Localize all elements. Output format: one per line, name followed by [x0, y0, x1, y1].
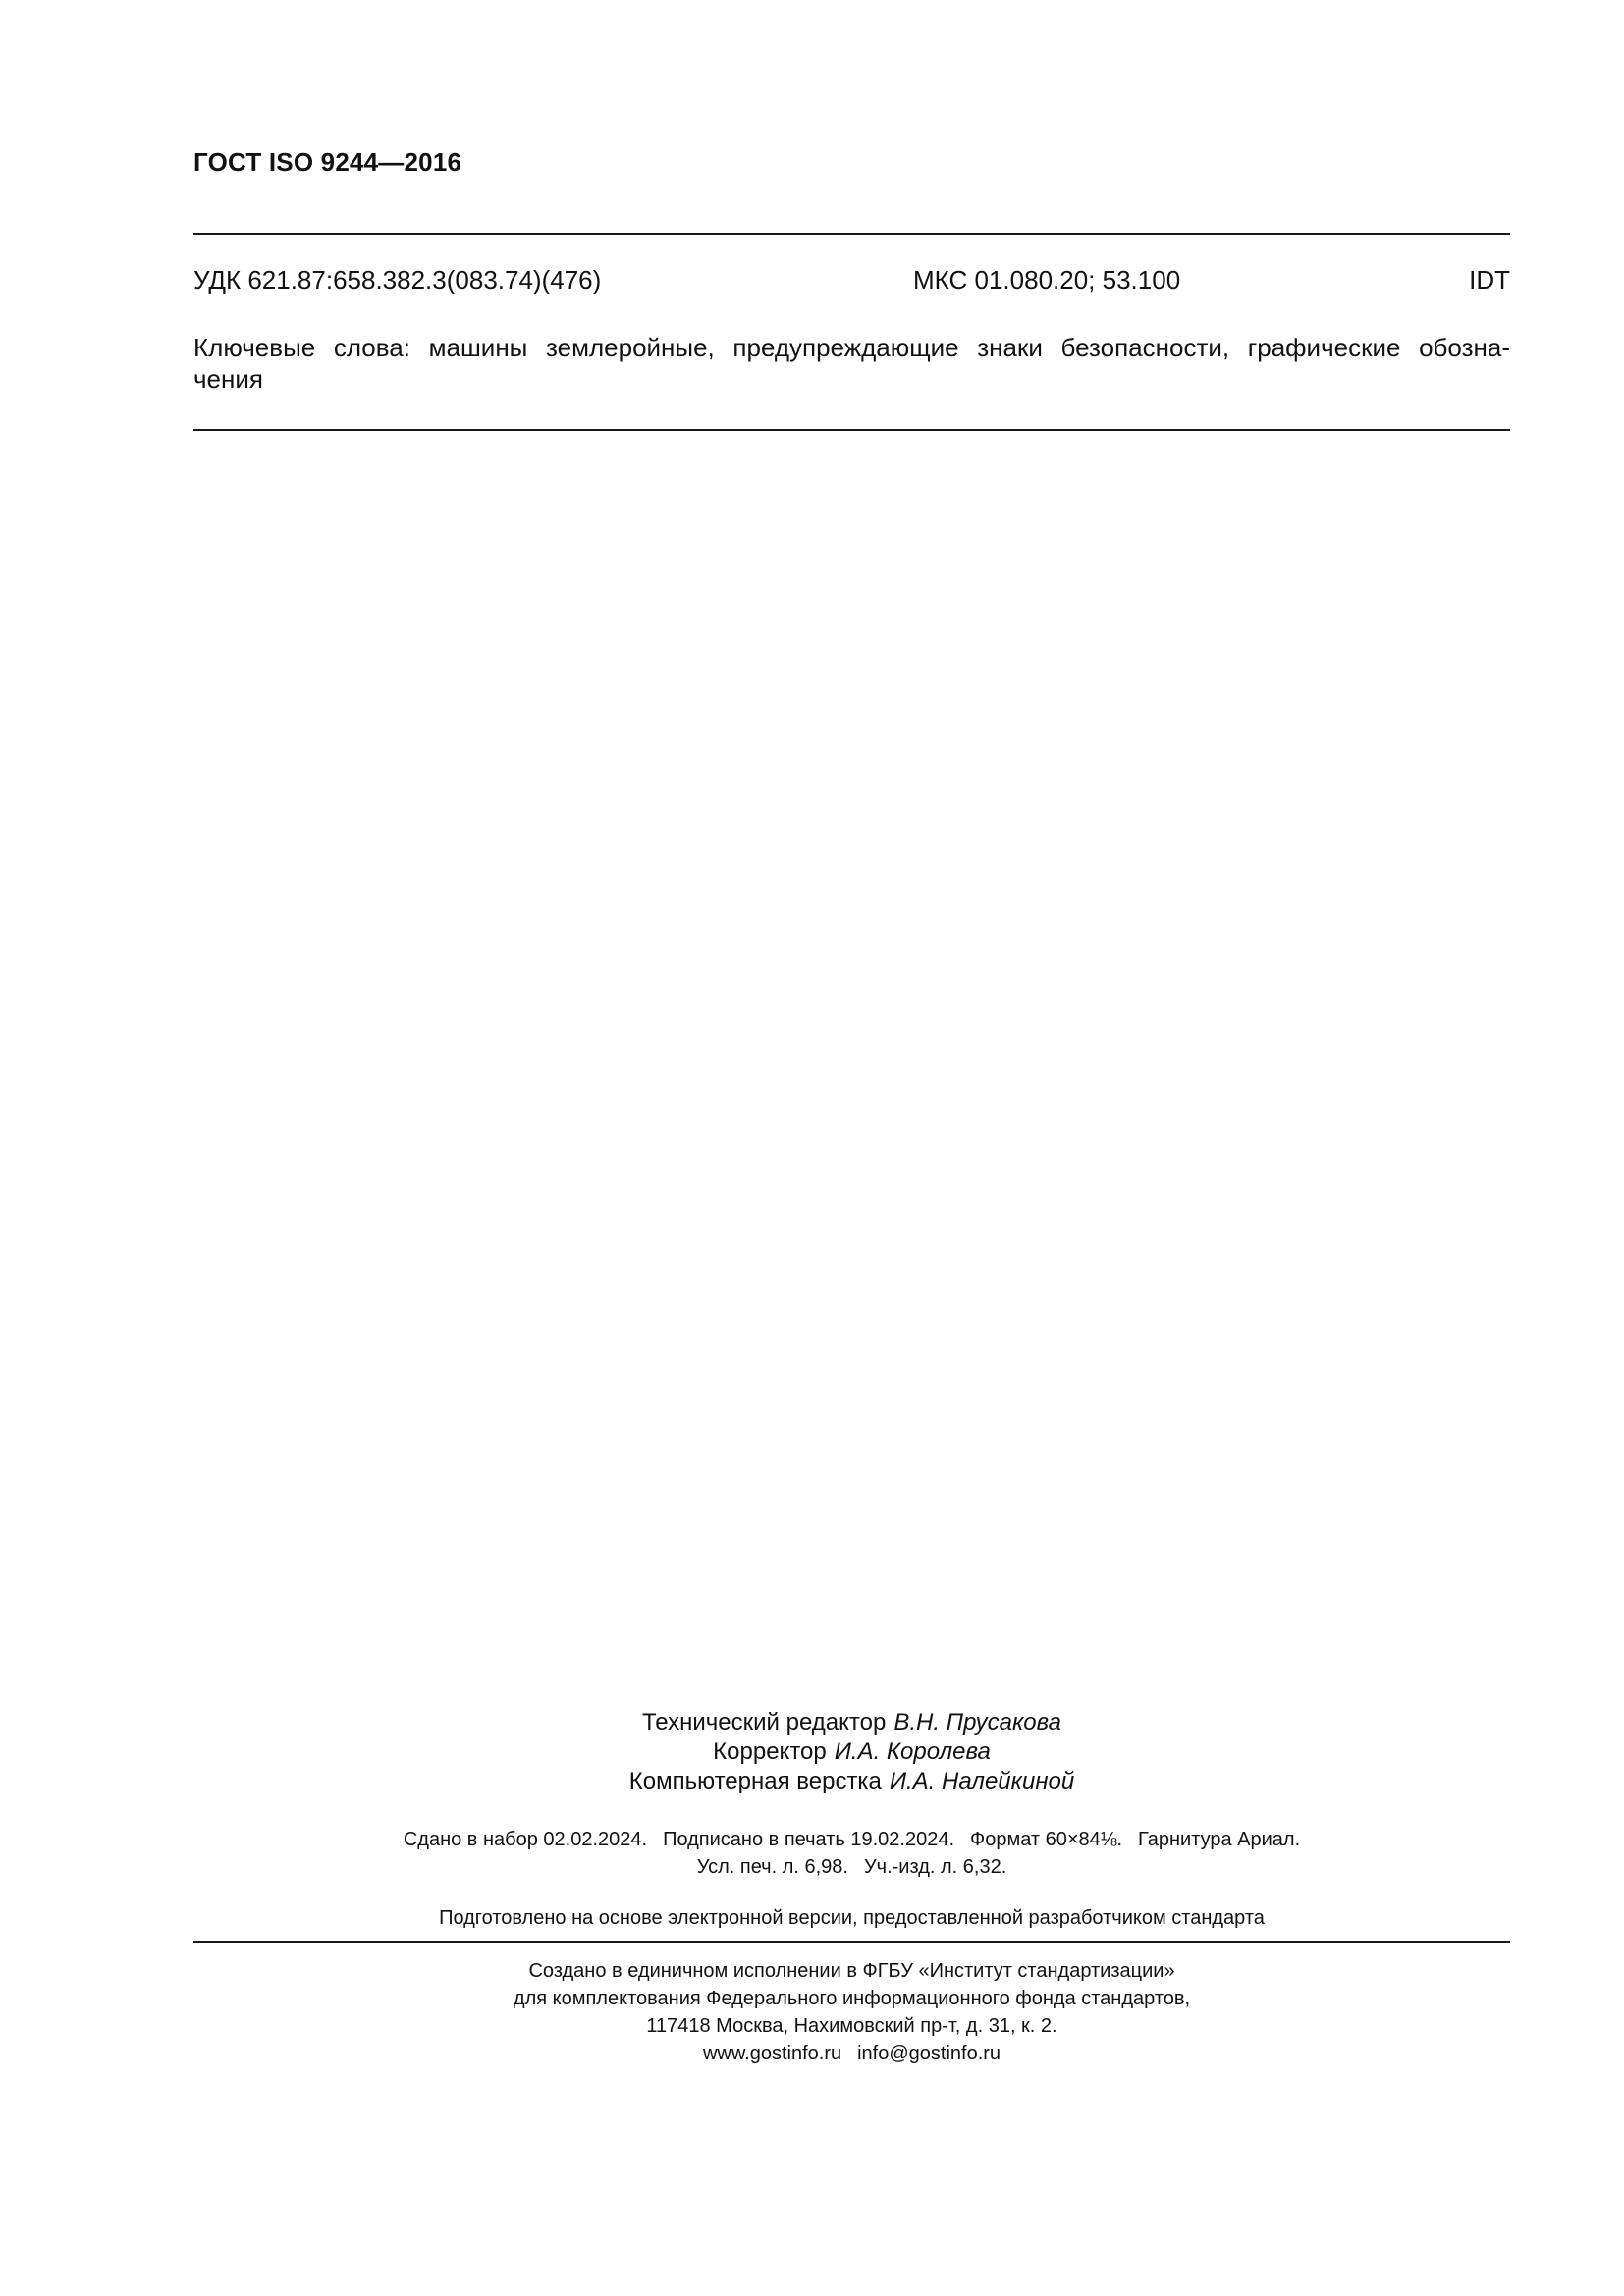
producer-address: 117418 Москва, Нахимовский пр-т, д. 31, к. 2. — [646, 2015, 1057, 2037]
udk-code: УДК 621.87:658.382.3(083.74)(476) — [193, 265, 602, 294]
signed-date: Подписано в печать 19.02.2024. — [663, 1829, 955, 1850]
paper-format: Формат 60×84⅛. — [970, 1829, 1123, 1850]
print-info — [193, 1826, 1510, 1881]
print-info-line-1 — [193, 1826, 1510, 1853]
prepared-note: Подготовлено на основе электронной версии, предоставленной разработчиком стандарта — [439, 1907, 1265, 1929]
producer-line-1: Создано в единичном исполнении в ФГБУ «Институт стандартизации» — [528, 1960, 1175, 1982]
producer-line-2: для комплектования Федерального информационного фонда стандартов, — [513, 1988, 1191, 2009]
credit-person: И.А. Королева — [834, 1738, 991, 1765]
producer-info — [193, 1957, 1510, 2067]
website-link[interactable]: www.gostinfo.ru — [702, 2043, 842, 2064]
credit-layout — [193, 1767, 1510, 1796]
keywords-line-1: Ключевые слова: машины землеройные, предупреждающие знаки безопасности, графические обозна- — [193, 333, 1510, 362]
typeface: Гарнитура Ариал. — [1138, 1829, 1301, 1850]
print-info-line-2 — [193, 1853, 1510, 1881]
credit-role: Технический редактор — [641, 1709, 887, 1735]
header-divider — [193, 233, 1510, 235]
editorial-credits — [193, 1708, 1510, 1796]
publisher-sheets: Уч.-изд. л. 6,32. — [863, 1856, 1007, 1878]
email-link[interactable]: info@gostinfo.ru — [857, 2043, 1001, 2064]
imprint-divider — [193, 1941, 1510, 1943]
producer-contacts — [193, 2040, 1510, 2067]
credit-person: И.А. Налейкиной — [889, 1768, 1075, 1794]
credit-role: Корректор — [713, 1738, 827, 1765]
keywords-divider — [193, 429, 1510, 431]
equivalence-degree: IDT — [1469, 265, 1510, 294]
printed-sheets: Усл. печ. л. 6,98. — [696, 1856, 848, 1878]
credit-role: Компьютерная верстка — [628, 1768, 882, 1794]
credit-proofreader — [193, 1737, 1510, 1767]
credit-person: В.Н. Прусакова — [893, 1709, 1061, 1735]
mks-code: МКС 01.080.20; 53.100 — [913, 265, 1181, 294]
keywords-block — [193, 332, 1510, 395]
classification-line — [193, 265, 1510, 300]
keywords-line-2: чения — [193, 364, 263, 394]
typeset-date: Сдано в набор 02.02.2024. — [403, 1829, 648, 1850]
document-header: ГОСТ ISO 9244—2016 — [193, 147, 462, 177]
credit-technical-editor — [193, 1708, 1510, 1737]
